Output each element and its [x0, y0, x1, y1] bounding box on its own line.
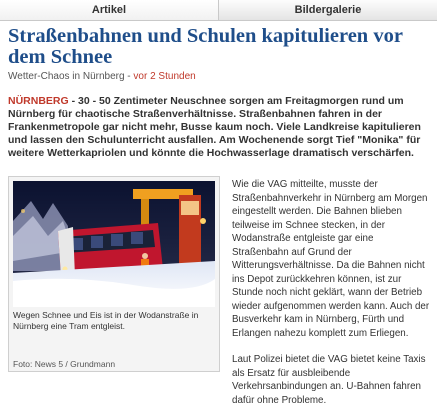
- article-body: [232, 178, 430, 420]
- article-subline: [8, 71, 196, 82]
- teaser-text: - 30 - 50 Zentimeter Neuschnee sorgen am Freitagmorgen rund um Nürnberg für chaotische Straßenverhältnisse. Straßenbahnen fahren in der Frankenmetropole gar nicht mehr, Busse kaum noch. Viele Landkreise kapitulieren und lassen den Schulunterricht ausfallen. Am Wochenende sorgt Tief "Monika" für weitere Wetterkapriolen und könnte die Hochwasserlage dramatisch verschärfen.: [8, 95, 421, 159]
- tram-photo-illustration: [13, 181, 215, 307]
- tab-bar: [0, 0, 437, 21]
- teaser-city: NÜRNBERG: [8, 95, 69, 107]
- subline-time: vor 2 Stunden: [133, 71, 196, 82]
- article-teaser: [8, 95, 433, 160]
- tab-bildergalerie[interactable]: Bildergalerie: [219, 0, 437, 20]
- tab-artikel[interactable]: Artikel: [0, 0, 219, 20]
- article-paragraph-1: Wie die VAG mitteilte, musste der Straßenbahnverkehr in Nürnberg am Morgen eingestellt werden. Die Bahnen blieben teilweise im Schnee stecken, in der Wodanstraße entgleiste gar eine Straßenbahn auf Grund der Witterungsverhältnisse. Da die Bahnen nicht ins Depot zurückkehren können, ist zur Stunde noch nicht geklärt, wann der Betrieb wieder aufgenommen werden kann. Auch der Busverkehr kam in Nürnberg, Fürth und Erlangen nahezu komplett zum Erliegen.: [232, 179, 430, 339]
- photo-credit: Foto: News 5 / Grundmann: [13, 359, 116, 369]
- article-paragraph-2: Laut Polizei bietet die VAG bietet keine Taxis als Ersatz für ausbleibende Verkehrsanbindungen an. U-Bahnen fahren dafür ohne Probleme.: [232, 354, 426, 406]
- photo-box: [8, 176, 220, 372]
- article-photo[interactable]: [13, 181, 215, 307]
- article-headline: Straßenbahnen und Schulen kapitulieren vor dem Schnee: [8, 25, 403, 68]
- photo-caption: Wegen Schnee und Eis ist in der Wodanstraße in Nürnberg eine Tram entgleist.: [13, 310, 199, 331]
- subline-text: Wetter-Chaos in Nürnberg -: [8, 71, 134, 82]
